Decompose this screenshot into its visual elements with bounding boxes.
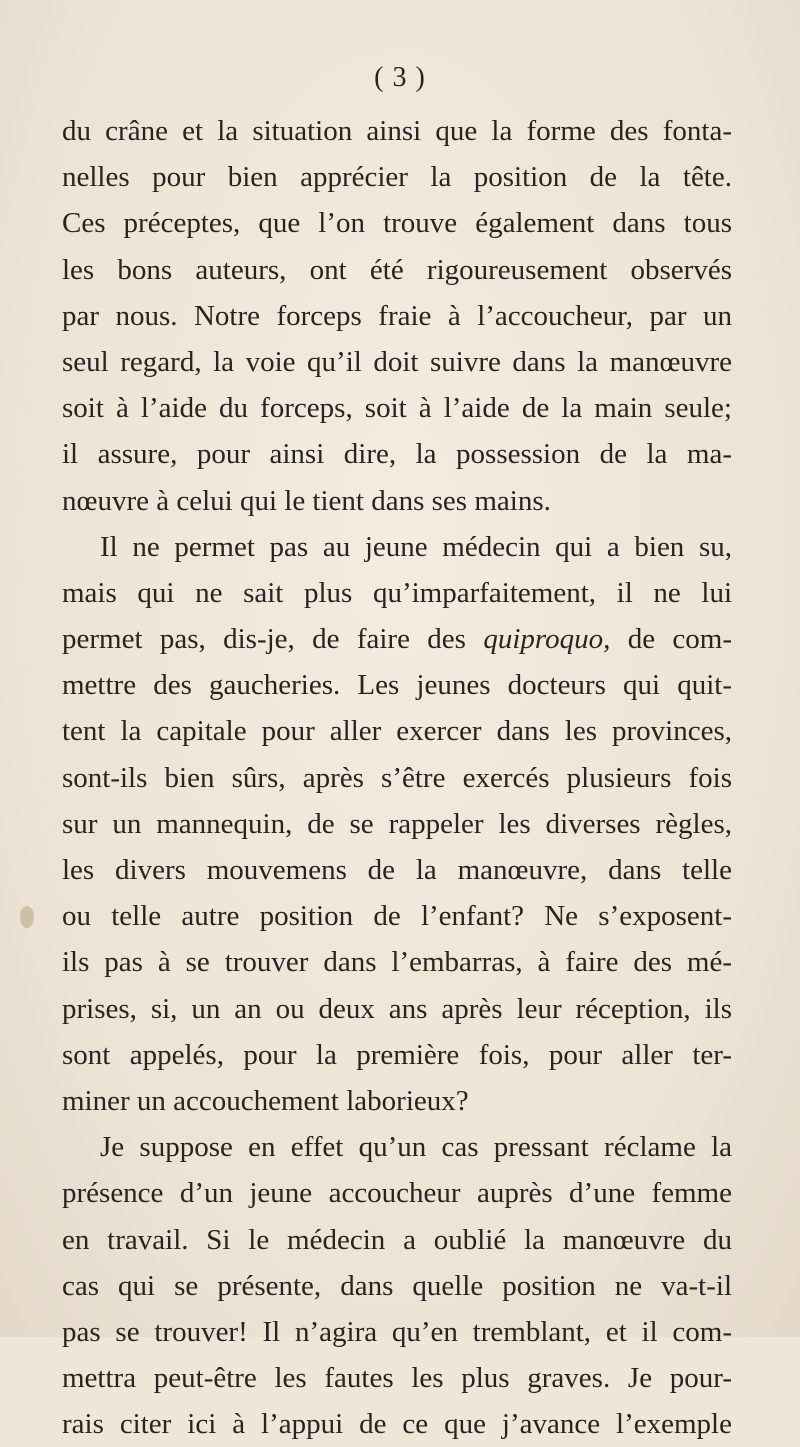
text-line: ils pas à se trouver dans l’embarras, à faire des mé- [62,946,732,979]
text-line: soit à l’aide du forceps, soit à l’aide de la main seule; [62,392,732,425]
text-line: les bons auteurs, ont été rigoureusement observés [62,253,732,286]
text-line: sont-ils bien sûrs, après s’être exercés plusieurs fois [62,761,732,794]
text-line: par nous. Notre forceps fraie à l’accoucheur, par un [62,299,732,332]
text-line: seul regard, la voie qu’il doit suivre dans la manœuvre [62,345,732,378]
text-line: tent la capitale pour aller exercer dans les provinces, [62,715,732,748]
paragraph-end-line: nœuvre à celui qui le tient dans ses mains. [62,484,551,517]
text-segment: de com- [610,623,732,656]
text-line: sont appelés, pour la première fois, pour aller ter- [62,1038,732,1071]
paragraph-start-line: Je suppose en effet qu’un cas pressant réclame la [100,1131,732,1164]
text-line: rais citer ici à l’appui de ce que j’avance l’exemple [62,1408,732,1441]
paper-stain [20,906,34,928]
text-line: mettre des gaucheries. Les jeunes docteurs qui quit- [62,669,732,702]
body-text [62,108,732,1447]
text-line: présence d’un jeune accoucheur auprès d’une femme [62,1177,732,1210]
text-line: ou telle autre position de l’enfant? Ne s’exposent- [62,900,732,933]
text-line: Ces préceptes, que l’on trouve également dans tous [62,207,732,240]
text-line: nelles pour bien apprécier la position de la tête. [62,161,732,194]
text-segment: permet pas, dis-je, de faire des [62,623,484,656]
text-line: il assure, pour ainsi dire, la possession de la ma- [62,438,732,471]
text-line: cas qui se présente, dans quelle position ne va-t-il [62,1269,732,1302]
text-line: prises, si, un an ou deux ans après leur réception, ils [62,992,732,1025]
text-line: pas se trouver! Il n’agira qu’en tremblant, et il com- [62,1315,732,1348]
text-line: les divers mouvemens de la manœuvre, dans telle [62,854,732,886]
italic-word: quiproquo, [483,623,611,656]
text-line: en travail. Si le médecin a oublié la manœuvre du [62,1223,732,1256]
paragraph-start-line: Il ne permet pas au jeune médecin qui a bien su, [100,530,732,563]
text-line: sur un mannequin, de se rappeler les diverses règles, [62,807,732,840]
page-number: ( 3 ) [374,62,426,93]
text-line: mettra peut-être les fautes les plus graves. Je pour- [62,1362,732,1395]
text-line: du crâne et la situation ainsi que la forme des fonta- [62,115,732,147]
paragraph-end-line: miner un accouchement laborieux? [62,1084,469,1117]
text-line: mais qui ne sait plus qu’imparfaitement, il ne lui [62,576,732,609]
text-line-with-italic [62,616,732,662]
